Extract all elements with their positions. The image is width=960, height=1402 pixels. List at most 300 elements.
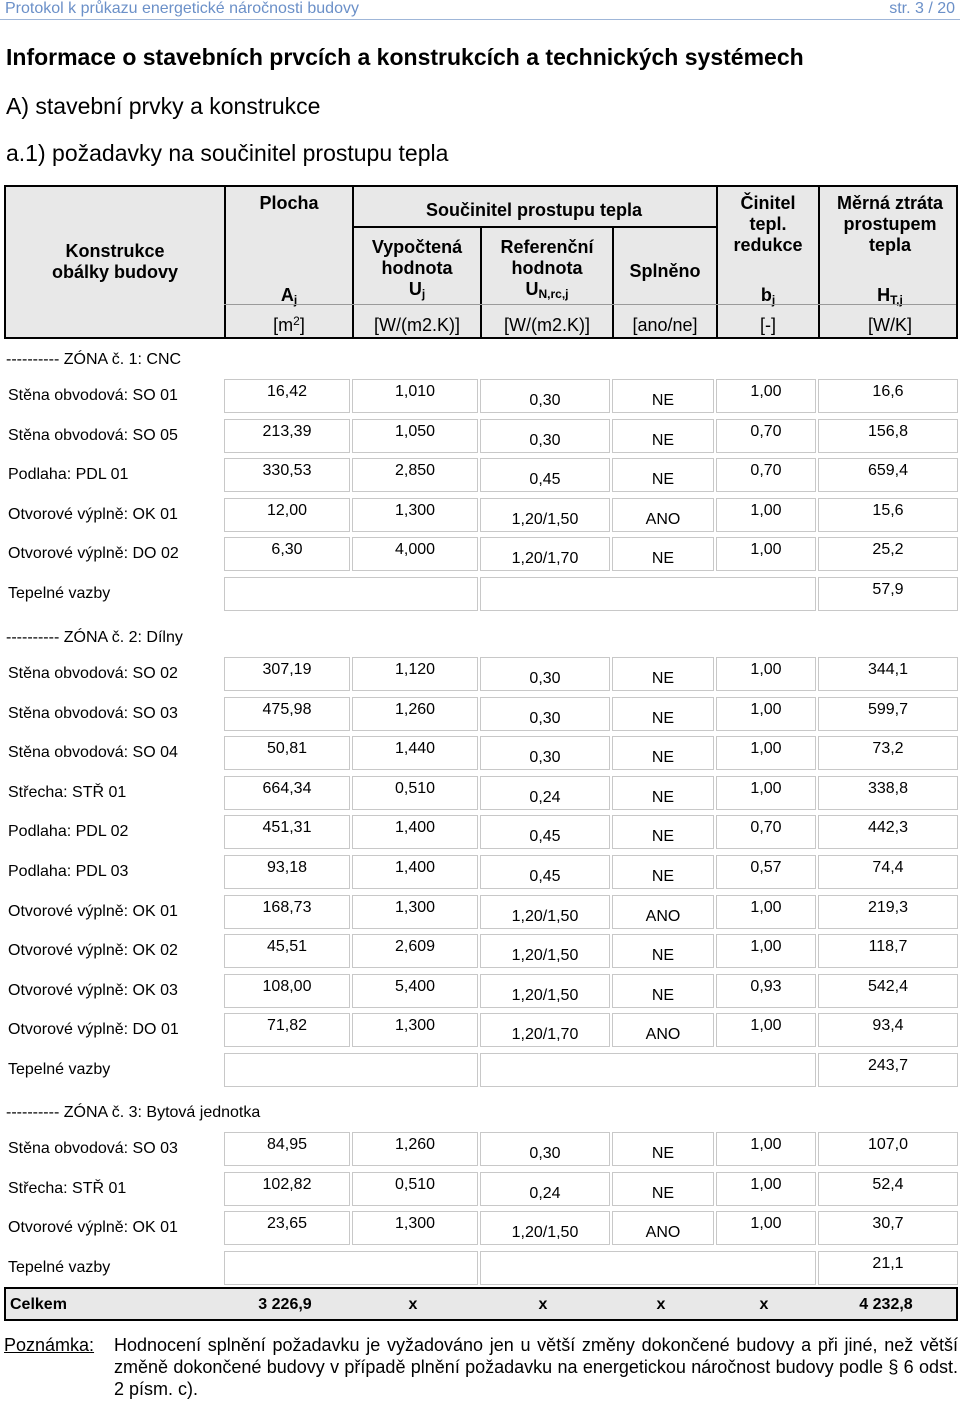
table-row bbox=[4, 1172, 958, 1206]
row-u-ref: 0,30 bbox=[529, 392, 561, 409]
row-name-cell bbox=[4, 379, 222, 413]
row-factor: 0,70 bbox=[750, 423, 782, 440]
page-header bbox=[5, 0, 955, 18]
row-u-ref-cell bbox=[480, 537, 610, 571]
header-u-ref-unit: [W/(m2.K)] bbox=[504, 315, 590, 335]
row-u-ref-cell bbox=[480, 776, 610, 810]
row-name: Otvorové výplně: OK 01 bbox=[8, 506, 178, 523]
row-area: 23,65 bbox=[266, 1215, 308, 1232]
bridges-name: Tepelné vazby bbox=[8, 1061, 111, 1078]
row-fulfilled-cell bbox=[612, 498, 714, 532]
bridges-empty-cell-1 bbox=[224, 577, 478, 611]
row-u-ref: 0,30 bbox=[529, 710, 561, 727]
header-loss-line3: tepla bbox=[868, 235, 911, 255]
row-fulfilled: NE bbox=[651, 789, 675, 806]
row-factor-cell bbox=[716, 855, 816, 889]
bridges-loss-cell bbox=[818, 1053, 958, 1087]
row-loss-cell bbox=[818, 815, 958, 849]
row-u-ref: 0,30 bbox=[529, 670, 561, 687]
bridges-loss-cell bbox=[818, 1251, 958, 1285]
row-name: Otvorové výplně: OK 01 bbox=[8, 903, 178, 920]
row-u-value: 1,050 bbox=[394, 423, 436, 440]
row-area: 6,30 bbox=[271, 541, 303, 558]
row-name-cell bbox=[4, 1211, 222, 1245]
row-area-cell bbox=[224, 776, 350, 810]
row-area-cell bbox=[224, 855, 350, 889]
row-u-value-cell bbox=[352, 934, 478, 968]
thermal-bridges-row bbox=[4, 577, 958, 611]
row-fulfilled-cell bbox=[612, 419, 714, 453]
row-loss-cell bbox=[818, 736, 958, 770]
row-name-cell bbox=[4, 736, 222, 770]
total-uref: x bbox=[538, 1296, 548, 1313]
row-fulfilled: NE bbox=[651, 868, 675, 885]
row-area: 16,42 bbox=[266, 383, 308, 400]
row-u-value: 1,300 bbox=[394, 899, 436, 916]
header-construction bbox=[6, 241, 224, 283]
row-loss: 74,4 bbox=[872, 859, 904, 876]
header-u-ref-symbol bbox=[482, 279, 612, 300]
row-factor-cell bbox=[716, 1013, 816, 1047]
row-area: 475,98 bbox=[262, 701, 312, 718]
row-loss-cell bbox=[818, 498, 958, 532]
header-area-title: Plocha bbox=[259, 193, 319, 213]
row-area: 71,82 bbox=[266, 1017, 308, 1034]
row-fulfilled: NE bbox=[651, 432, 675, 449]
table-row bbox=[4, 498, 958, 532]
row-loss: 344,1 bbox=[867, 661, 909, 678]
row-u-value: 1,400 bbox=[394, 819, 436, 836]
row-name-cell bbox=[4, 657, 222, 691]
header-loss-symbol bbox=[820, 285, 960, 306]
table-row bbox=[4, 419, 958, 453]
table-row bbox=[4, 934, 958, 968]
row-name-cell bbox=[4, 1013, 222, 1047]
row-fulfilled: NE bbox=[651, 550, 675, 567]
row-u-value-cell bbox=[352, 895, 478, 929]
row-area-cell bbox=[224, 1172, 350, 1206]
row-name-cell bbox=[4, 974, 222, 1008]
row-name-cell bbox=[4, 855, 222, 889]
row-factor: 1,00 bbox=[750, 661, 782, 678]
table-row bbox=[4, 1013, 958, 1047]
row-fulfilled: NE bbox=[651, 1185, 675, 1202]
row-u-value: 1,300 bbox=[394, 1017, 436, 1034]
row-area: 213,39 bbox=[262, 423, 312, 440]
row-area-cell bbox=[224, 895, 350, 929]
header-u-ref-line1: Referenční bbox=[500, 237, 594, 257]
row-fulfilled-cell bbox=[612, 537, 714, 571]
row-loss: 30,7 bbox=[872, 1215, 904, 1232]
row-factor-cell bbox=[716, 974, 816, 1008]
section-title: Informace o stavebních prvcích a konstrukcích a technických systémech bbox=[6, 44, 804, 70]
row-fulfilled: ANO bbox=[645, 511, 681, 528]
row-fulfilled-cell bbox=[612, 458, 714, 492]
row-fulfilled-cell bbox=[612, 379, 714, 413]
row-u-ref: 0,30 bbox=[529, 1145, 561, 1162]
header-loss-unit: [W/K] bbox=[868, 315, 912, 335]
row-area-cell bbox=[224, 657, 350, 691]
row-u-value-cell bbox=[352, 855, 478, 889]
subsubsection-title: a.1) požadavky na součinitel prostupu tepla bbox=[6, 140, 449, 166]
row-u-value-cell bbox=[352, 1013, 478, 1047]
row-u-value: 0,510 bbox=[394, 780, 436, 797]
row-fulfilled: NE bbox=[651, 471, 675, 488]
row-factor-cell bbox=[716, 776, 816, 810]
row-loss-cell bbox=[818, 1211, 958, 1245]
row-factor-cell bbox=[716, 498, 816, 532]
row-u-ref: 0,24 bbox=[529, 789, 561, 806]
header-u-group: Součinitel prostupu tepla bbox=[425, 200, 642, 220]
row-fulfilled: ANO bbox=[645, 908, 681, 925]
row-area-cell bbox=[224, 697, 350, 731]
row-u-ref-cell bbox=[480, 1013, 610, 1047]
row-area: 168,73 bbox=[262, 899, 312, 916]
row-name: Stěna obvodová: SO 05 bbox=[8, 427, 178, 444]
row-fulfilled-cell bbox=[612, 855, 714, 889]
row-name-cell bbox=[4, 537, 222, 571]
row-factor: 0,93 bbox=[750, 978, 782, 995]
header-loss bbox=[820, 193, 960, 256]
row-factor: 1,00 bbox=[750, 1017, 782, 1034]
row-loss-cell bbox=[818, 657, 958, 691]
row-area-cell bbox=[224, 934, 350, 968]
row-loss-cell bbox=[818, 1172, 958, 1206]
row-loss: 118,7 bbox=[868, 938, 908, 955]
row-u-ref-cell bbox=[480, 419, 610, 453]
row-u-value: 1,010 bbox=[394, 383, 436, 400]
row-u-ref: 1,20/1,50 bbox=[511, 511, 579, 528]
total-row bbox=[4, 1287, 958, 1321]
row-name-cell bbox=[4, 697, 222, 731]
row-name-cell bbox=[4, 458, 222, 492]
row-fulfilled-cell bbox=[612, 934, 714, 968]
zone-label: ---------- ZÓNA č. 3: Bytová jednotka bbox=[6, 1104, 261, 1121]
row-area: 664,34 bbox=[262, 780, 312, 797]
row-area: 12,00 bbox=[266, 502, 308, 519]
table-header bbox=[4, 185, 958, 339]
row-u-value: 1,300 bbox=[394, 502, 436, 519]
row-area: 45,51 bbox=[266, 938, 308, 955]
row-fulfilled: ANO bbox=[645, 1224, 681, 1241]
header-u-ref-line2: hodnota bbox=[511, 258, 583, 278]
table-row bbox=[4, 895, 958, 929]
row-u-value-cell bbox=[352, 1132, 478, 1166]
row-name-cell bbox=[4, 498, 222, 532]
row-u-ref: 1,20/1,50 bbox=[511, 1224, 579, 1241]
header-factor-line3: redukce bbox=[733, 235, 803, 255]
table-row bbox=[4, 736, 958, 770]
table-row bbox=[4, 458, 958, 492]
row-u-value: 1,260 bbox=[394, 1136, 436, 1153]
table-row bbox=[4, 657, 958, 691]
page-number: str. 3 / 20 bbox=[889, 0, 955, 17]
row-name: Otvorové výplně: OK 03 bbox=[8, 982, 178, 999]
table-row bbox=[4, 815, 958, 849]
row-fulfilled-cell bbox=[612, 1013, 714, 1047]
bridges-name-cell bbox=[4, 577, 222, 611]
bridges-loss: 243,7 bbox=[867, 1057, 909, 1074]
bridges-name-cell bbox=[4, 1053, 222, 1087]
zone-label: ---------- ZÓNA č. 1: CNC bbox=[6, 351, 182, 368]
row-name: Stěna obvodová: SO 01 bbox=[8, 387, 178, 404]
header-construction-line1: Konstrukce bbox=[65, 241, 165, 261]
row-u-ref: 0,45 bbox=[529, 828, 561, 845]
row-loss: 107,0 bbox=[867, 1136, 909, 1153]
row-u-ref: 0,30 bbox=[529, 432, 561, 449]
table-row bbox=[4, 855, 958, 889]
header-area-symbol bbox=[226, 285, 352, 306]
row-u-ref-cell bbox=[480, 855, 610, 889]
row-factor: 0,70 bbox=[750, 819, 782, 836]
row-factor: 1,00 bbox=[750, 1176, 782, 1193]
row-factor-cell bbox=[716, 697, 816, 731]
bridges-name: Tepelné vazby bbox=[8, 585, 111, 602]
row-factor: 0,70 bbox=[750, 462, 782, 479]
row-u-ref: 1,20/1,70 bbox=[511, 1026, 579, 1043]
row-factor-cell bbox=[716, 1172, 816, 1206]
header-factor-unit: [-] bbox=[760, 315, 776, 335]
header-factor-line2: tepl. bbox=[749, 214, 787, 234]
table-row bbox=[4, 537, 958, 571]
row-loss-cell bbox=[818, 776, 958, 810]
header-fulfilled: Splněno bbox=[629, 261, 701, 281]
row-u-ref-cell bbox=[480, 379, 610, 413]
row-fulfilled-cell bbox=[612, 815, 714, 849]
row-area: 451,31 bbox=[262, 819, 312, 836]
row-area: 50,81 bbox=[266, 740, 308, 757]
row-u-value: 1,260 bbox=[394, 701, 436, 718]
row-name-cell bbox=[4, 1172, 222, 1206]
row-area-cell bbox=[224, 379, 350, 413]
area-unit-sup: 2 bbox=[293, 314, 300, 328]
header-factor bbox=[718, 193, 818, 256]
bridges-name: Tepelné vazby bbox=[8, 1259, 111, 1276]
note-text: Hodnocení splnění požadavku je vyžadováno jen u větší změny dokončené budovy a při jiné, než větší změně dokončené budovy v případě plnění požadavku na energetickou náročnost budovy podle § 6 odst. 2 písm. c). bbox=[114, 1335, 958, 1399]
header-u-calc-symbol bbox=[354, 279, 480, 300]
header-fulfilled-unit: [ano/ne] bbox=[632, 315, 698, 335]
row-u-ref-cell bbox=[480, 657, 610, 691]
row-loss-cell bbox=[818, 934, 958, 968]
row-factor-cell bbox=[716, 736, 816, 770]
header-u-calc-unit: [W/(m2.K)] bbox=[374, 315, 460, 335]
row-loss-cell bbox=[818, 1013, 958, 1047]
row-u-value-cell bbox=[352, 815, 478, 849]
row-name: Otvorové výplně: OK 02 bbox=[8, 942, 178, 959]
bridges-empty-cell-2 bbox=[480, 1251, 816, 1285]
row-fulfilled-cell bbox=[612, 776, 714, 810]
header-unit-line bbox=[224, 304, 956, 305]
row-u-ref: 0,24 bbox=[529, 1185, 561, 1202]
row-loss-cell bbox=[818, 855, 958, 889]
row-area-cell bbox=[224, 537, 350, 571]
row-u-value-cell bbox=[352, 419, 478, 453]
row-area-cell bbox=[224, 458, 350, 492]
area-symbol: A bbox=[280, 285, 294, 305]
header-loss-line2: prostupem bbox=[843, 214, 937, 234]
row-u-value-cell bbox=[352, 697, 478, 731]
total-fulfilled: x bbox=[656, 1296, 666, 1313]
row-factor-cell bbox=[716, 537, 816, 571]
row-name-cell bbox=[4, 815, 222, 849]
header-u-calc bbox=[354, 237, 480, 300]
row-u-ref: 1,20/1,50 bbox=[511, 947, 579, 964]
row-loss-cell bbox=[818, 419, 958, 453]
row-name: Stěna obvodová: SO 03 bbox=[8, 705, 178, 722]
row-factor-cell bbox=[716, 895, 816, 929]
row-name-cell bbox=[4, 1132, 222, 1166]
header-u-ref bbox=[482, 237, 612, 300]
row-u-value: 4,000 bbox=[394, 541, 436, 558]
row-area: 84,95 bbox=[266, 1136, 308, 1153]
row-loss: 156,8 bbox=[867, 423, 909, 440]
row-area-cell bbox=[224, 498, 350, 532]
row-loss-cell bbox=[818, 458, 958, 492]
note-label: Poznámka: bbox=[4, 1335, 95, 1355]
bridges-loss: 57,9 bbox=[872, 581, 904, 598]
document-title: Protokol k průkazu energetické náročnosti budovy bbox=[5, 0, 359, 17]
row-factor-cell bbox=[716, 1132, 816, 1166]
row-area: 108,00 bbox=[262, 978, 312, 995]
row-u-value: 2,850 bbox=[394, 462, 436, 479]
row-factor: 1,00 bbox=[750, 899, 782, 916]
row-factor-cell bbox=[716, 458, 816, 492]
row-fulfilled: NE bbox=[651, 947, 675, 964]
row-fulfilled: NE bbox=[651, 1145, 675, 1162]
row-factor: 1,00 bbox=[750, 1215, 782, 1232]
row-factor: 1,00 bbox=[750, 541, 782, 558]
header-u-group-line bbox=[354, 226, 716, 228]
row-u-ref-cell bbox=[480, 697, 610, 731]
row-u-value: 1,440 bbox=[394, 740, 436, 757]
header-loss-line1: Měrná ztráta bbox=[836, 193, 944, 213]
row-fulfilled-cell bbox=[612, 974, 714, 1008]
loss-symbol-sub: T,j bbox=[890, 293, 903, 307]
bridges-empty-cell-1 bbox=[224, 1053, 478, 1087]
row-loss: 542,4 bbox=[867, 978, 909, 995]
row-fulfilled-cell bbox=[612, 895, 714, 929]
row-u-ref-cell bbox=[480, 458, 610, 492]
row-loss: 219,3 bbox=[867, 899, 909, 916]
row-u-ref: 1,20/1,50 bbox=[511, 908, 579, 925]
table-row bbox=[4, 697, 958, 731]
row-factor-cell bbox=[716, 657, 816, 691]
total-label: Celkem bbox=[10, 1296, 67, 1313]
row-loss: 25,2 bbox=[872, 541, 904, 558]
row-u-ref-cell bbox=[480, 895, 610, 929]
area-symbol-sub: j bbox=[293, 293, 298, 307]
row-factor: 1,00 bbox=[750, 740, 782, 757]
table-row bbox=[4, 379, 958, 413]
header-u-calc-line1: Vypočtená bbox=[371, 237, 463, 257]
u-calc-symbol-sub: j bbox=[421, 287, 426, 301]
row-u-ref-cell bbox=[480, 974, 610, 1008]
row-u-value-cell bbox=[352, 498, 478, 532]
row-loss-cell bbox=[818, 1132, 958, 1166]
row-u-ref: 0,45 bbox=[529, 868, 561, 885]
row-area: 102,82 bbox=[262, 1176, 312, 1193]
row-loss: 15,6 bbox=[872, 502, 904, 519]
row-name: Otvorové výplně: OK 01 bbox=[8, 1219, 178, 1236]
row-u-value: 1,120 bbox=[394, 661, 436, 678]
row-fulfilled: NE bbox=[651, 987, 675, 1004]
row-loss: 73,2 bbox=[872, 740, 904, 757]
zone-label: ---------- ZÓNA č. 2: Dílny bbox=[6, 629, 183, 646]
row-name: Střecha: STŘ 01 bbox=[8, 1180, 127, 1197]
row-loss-cell bbox=[818, 895, 958, 929]
row-loss: 52,4 bbox=[872, 1176, 904, 1193]
row-factor: 1,00 bbox=[750, 1136, 782, 1153]
row-fulfilled: NE bbox=[651, 670, 675, 687]
row-u-value-cell bbox=[352, 379, 478, 413]
row-u-value: 1,300 bbox=[394, 1215, 436, 1232]
row-name: Stěna obvodová: SO 04 bbox=[8, 744, 178, 761]
total-loss: 4 232,8 bbox=[859, 1296, 913, 1313]
row-name: Podlaha: PDL 02 bbox=[8, 823, 129, 840]
row-area: 307,19 bbox=[262, 661, 312, 678]
row-u-ref-cell bbox=[480, 815, 610, 849]
row-loss: 442,3 bbox=[867, 819, 909, 836]
row-loss-cell bbox=[818, 974, 958, 1008]
header-factor-line1: Činitel bbox=[740, 193, 796, 213]
row-fulfilled-cell bbox=[612, 736, 714, 770]
row-name: Podlaha: PDL 01 bbox=[8, 466, 129, 483]
row-name: Stěna obvodová: SO 03 bbox=[8, 1140, 178, 1157]
table-row bbox=[4, 1132, 958, 1166]
row-name-cell bbox=[4, 776, 222, 810]
row-factor-cell bbox=[716, 419, 816, 453]
bridges-loss-cell bbox=[818, 577, 958, 611]
row-loss-cell bbox=[818, 697, 958, 731]
subsection-title: A) stavební prvky a konstrukce bbox=[6, 93, 321, 119]
row-factor: 1,00 bbox=[750, 938, 782, 955]
row-area-cell bbox=[224, 1211, 350, 1245]
row-u-value-cell bbox=[352, 458, 478, 492]
row-u-ref-cell bbox=[480, 934, 610, 968]
table-row bbox=[4, 776, 958, 810]
row-u-value: 2,609 bbox=[394, 938, 436, 955]
row-name-cell bbox=[4, 895, 222, 929]
row-loss: 16,6 bbox=[872, 383, 904, 400]
header-construction-line2: obálky budovy bbox=[51, 262, 179, 282]
row-u-ref: 0,30 bbox=[529, 749, 561, 766]
row-area: 93,18 bbox=[266, 859, 308, 876]
row-fulfilled: ANO bbox=[645, 1026, 681, 1043]
row-u-value-cell bbox=[352, 1172, 478, 1206]
factor-symbol-sub: j bbox=[771, 293, 776, 307]
row-fulfilled: NE bbox=[651, 392, 675, 409]
bridges-name-cell bbox=[4, 1251, 222, 1285]
bridges-loss: 21,1 bbox=[872, 1255, 904, 1272]
row-factor-cell bbox=[716, 379, 816, 413]
row-area-cell bbox=[224, 419, 350, 453]
row-factor-cell bbox=[716, 1211, 816, 1245]
row-u-value-cell bbox=[352, 736, 478, 770]
total-u: x bbox=[408, 1296, 418, 1313]
row-u-ref-cell bbox=[480, 736, 610, 770]
u-ref-symbol: U bbox=[525, 279, 539, 299]
row-name-cell bbox=[4, 419, 222, 453]
loss-symbol: H bbox=[877, 285, 891, 305]
row-u-ref: 1,20/1,70 bbox=[511, 550, 579, 567]
row-factor-cell bbox=[716, 815, 816, 849]
row-u-ref-cell bbox=[480, 1132, 610, 1166]
table-row bbox=[4, 1211, 958, 1245]
row-u-value-cell bbox=[352, 657, 478, 691]
row-u-value-cell bbox=[352, 974, 478, 1008]
row-area-cell bbox=[224, 1013, 350, 1047]
row-area: 330,53 bbox=[262, 462, 312, 479]
